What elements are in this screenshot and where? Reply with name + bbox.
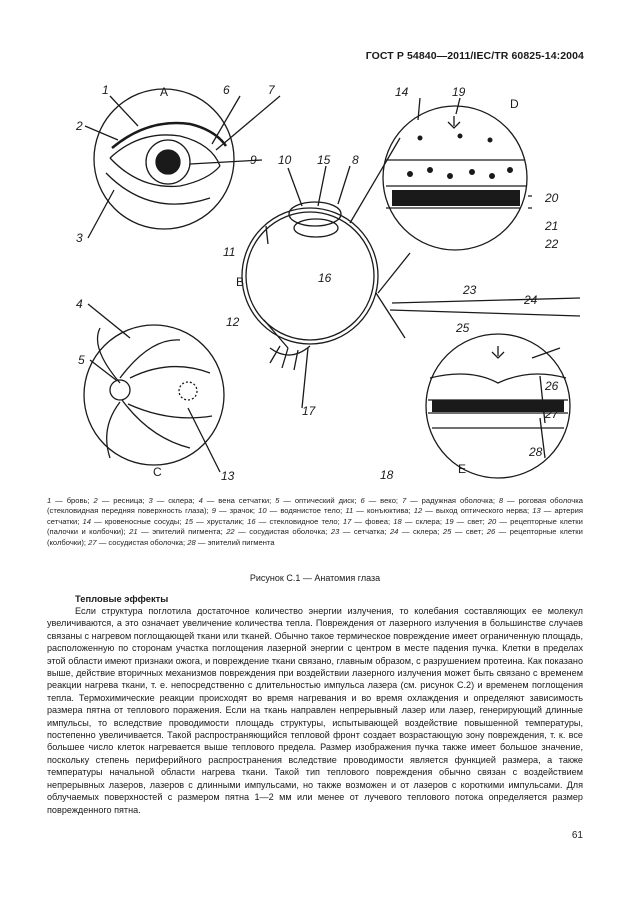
legend-item: 17 — фовеа; <box>342 516 391 526</box>
callout-10: 10 <box>278 153 292 167</box>
legend-item: 6 — веко; <box>360 496 399 505</box>
legend-item: 21 — эпителий пигмента; <box>129 527 223 537</box>
legend-item: 8 — роговая оболочка (стекловидная передняя поверхность глаза); <box>47 496 583 516</box>
callout-6: 6 <box>223 83 230 97</box>
legend-item: 25 — свет; <box>442 527 484 537</box>
callout-19: 19 <box>452 85 466 99</box>
callout-11: 11 <box>223 245 236 259</box>
legend-item: 3 — склера; <box>148 496 195 505</box>
callout-24: 24 <box>524 293 538 307</box>
legend-item: 13 — артерия сетчатки; <box>47 506 583 526</box>
callout-8: 8 <box>352 153 359 167</box>
callout-23: 23 <box>463 283 477 297</box>
callout-14: 14 <box>395 85 409 99</box>
legend-item: 27 — сосудистая оболочка; <box>88 537 186 547</box>
page-number: 61 <box>571 830 583 841</box>
callout-27: 27 <box>545 407 559 421</box>
legend-item: 7 — радужная оболочка; <box>401 496 495 505</box>
legend-item: 9 — зрачок; <box>211 506 256 516</box>
legend-item: 14 — кровеносные сосуды; <box>82 516 182 526</box>
callout-3: 3 <box>76 231 83 245</box>
legend-item: 19 — свет; <box>445 516 485 526</box>
legend-item: 10 — водянистое тело; <box>258 506 343 516</box>
callout-28: 28 <box>529 445 543 459</box>
lens-drawing <box>294 219 338 237</box>
panel-label-c: C <box>153 465 162 479</box>
callout-20: 20 <box>545 191 559 205</box>
legend-item: 5 — оптический диск; <box>275 496 357 505</box>
callout-17: 17 <box>302 404 316 418</box>
legend-item: 22 — сосудистая оболочка; <box>226 527 328 537</box>
legend-item: 15 — хрусталик; <box>184 516 245 526</box>
callout-1: 1 <box>102 83 109 97</box>
body-paragraph: Если структура поглотила достаточное количество энергии излучения, то колебания составляющих ее молекул увеличиваются, а это означает увеличение количества тепла. Повреждения от лазерного излучения в большинстве случаев связаны с нагревом поглощающей ткани или тканей. Обычно такое термическое повреждение имеет ограниченную площадь, расположенную по сторонам участка поглощения лазерной энергии с центром в месте падения пучка. Клетки в пределах этой области имеют признаки ожога, и повреждение ткани связано, главным образом, с разрушением протеина. Как показано выше, действие вторичных механизмов повреждения при воздействии лазерного излучения может быть связано с временем реакции нагрева ткани, т. е. непосредственно с длительностью импульса лазера (см. рисунок С.2) и временем поглощения тепла. Термохимические реакции происходят во время нагревания и во время охлаждения и определяют зависимость размера пятна от теплового поражения. Если на ткань направлен непрерывный лазер или лазер, генерирующий длинные импульсы, то вследствие проводимости площадь структуры, испытывающей воздействие повышенной температуры, постепенно увеличивается. Такой распространяющийся тепловой фронт создает возрастающую зону повреждения, т. к. все большее число клеток нагревается выше теплового предела. Размер изображения пучка также имеет большое значение, поскольку степень периферийного распространения вследствие проводимости является функцией размера, а также температуры начальной области нагрева ткани. Такой тип теплового повреждения обычно связан с воздействием непрерывных лазеров, лазеров с длинными импульсами, но также возможен и от лазеров с короткими импульсами. Для облучаемых поверхностей с размером пятна 1—2 мм или менее от лучевого теплового потока определяется размер поврежденного пятна. <box>47 606 583 815</box>
legend-item: 12 — выход оптического нерва; <box>413 506 530 516</box>
callout-5: 5 <box>78 353 85 367</box>
legend-item: 28 — эпителий пигмента <box>187 537 275 547</box>
pupil-drawing <box>156 150 180 174</box>
legend-item: 2 — ресница; <box>93 496 145 505</box>
callout-25: 25 <box>456 321 470 335</box>
callout-2: 2 <box>76 119 83 133</box>
callout-13: 13 <box>221 469 235 483</box>
legend-item: 23 — сетчатка; <box>330 527 387 537</box>
legend-item: 4 — вена сетчатки; <box>198 496 272 505</box>
panel-label-b: B <box>236 275 245 289</box>
legend-item: 20 — рецепторные клетки (палочки и колбочки); <box>47 516 583 537</box>
callout-4: 4 <box>76 297 83 311</box>
document-header: ГОСТ Р 54840—2011/IEC/TR 60825-14:2004 <box>365 50 584 62</box>
section-title: Тепловые эффекты <box>75 593 169 604</box>
legend-item: 1 — бровь; <box>47 496 90 505</box>
eye-anatomy-figure <box>40 78 590 493</box>
callout-15: 15 <box>317 153 331 167</box>
legend-item: 24 — склера; <box>389 527 440 537</box>
panel-label-d: D <box>510 97 519 111</box>
figure-caption: Рисунок С.1 — Анатомия глаза <box>249 573 381 583</box>
legend-item: 11 — конъюктива; <box>345 506 411 516</box>
panel-label-e: E <box>458 462 467 476</box>
callout-16: 16 <box>318 271 332 285</box>
eye-anatomy-drawing <box>40 78 590 493</box>
callout-12: 12 <box>226 315 240 329</box>
callout-18: 18 <box>380 468 394 482</box>
panel-label-a: A <box>160 85 169 99</box>
legend-item: 26 — рецепторные клетки (колбочки); <box>47 527 583 547</box>
callout-21: 21 <box>545 219 559 233</box>
figure-legend <box>47 496 583 548</box>
callout-22: 22 <box>545 237 559 251</box>
legend-item: 16 — стекловидное тело; <box>247 516 340 526</box>
circle-b-eyeball <box>242 208 378 344</box>
callout-26: 26 <box>545 379 559 393</box>
callout-9: 9 <box>250 153 257 167</box>
legend-item: 18 — склера; <box>393 516 442 526</box>
callout-7: 7 <box>268 83 275 97</box>
